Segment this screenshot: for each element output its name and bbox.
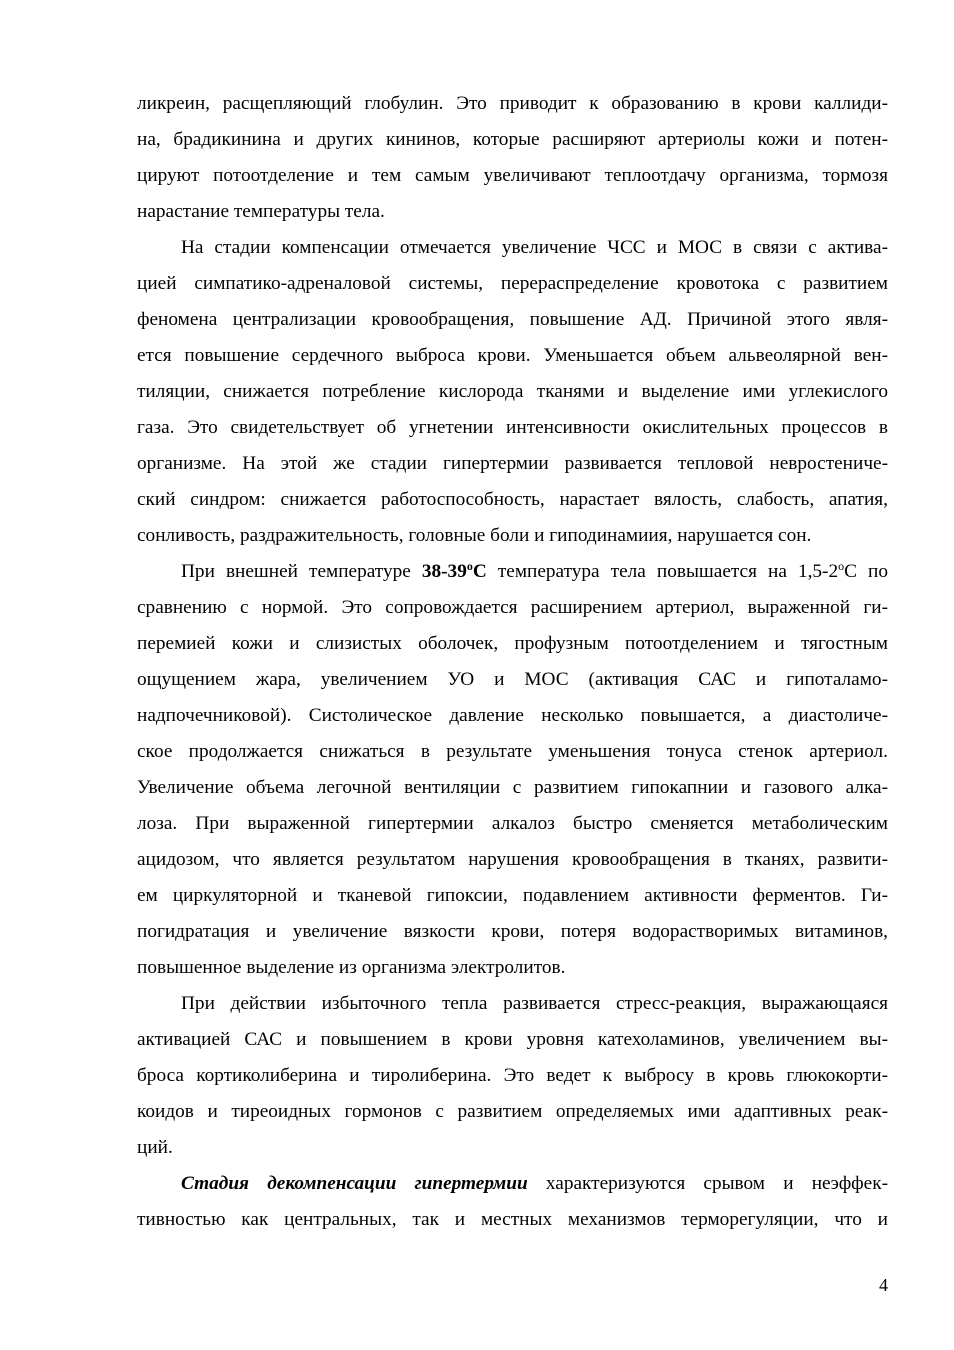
- bold-temperature: 38-39$^o$C: [421, 559, 487, 582]
- text-line: активацией САС и повышением в крови уровня катехоламинов, увеличением вы-: [137, 1029, 888, 1050]
- text-line: ций.: [137, 1137, 173, 1158]
- text-line: ем циркуляторной и тканевой гипоксии, подавлением активности ферментов. Ги-: [137, 885, 888, 906]
- text-line: сонливость, раздражительность, головные боли и гиподинамиия, нарушается сон.: [137, 525, 812, 546]
- degree-mark: o: [838, 559, 845, 573]
- text-line: газа. Это свидетельствует об угнетении интенсивности окислительных процессов в: [137, 417, 888, 438]
- emphasized-term: Стадия декомпенсации гипертермии: [181, 1173, 528, 1194]
- text-run: При внешней температуре: [181, 561, 422, 582]
- text-line: на, брадикинина и других кининов, которые расширяют артериолы кожи и потен-: [137, 129, 888, 150]
- text-line: перемией кожи и слизистых оболочек, профузным потоотделением и тягостным: [137, 633, 888, 654]
- text-line: ощущением жара, увеличением УО и МОС (активация САС и гипоталамо-: [137, 669, 888, 690]
- page-number: 4: [879, 1275, 888, 1295]
- text-line-decompensation: [137, 1166, 888, 1202]
- text-line: нарастание температуры тела.: [137, 201, 385, 222]
- text-line: броса кортиколиберина и тиролиберина. Это ведет к выбросу в кровь глюкокорти-: [137, 1065, 888, 1086]
- text-line: повышенное выделение из организма электролитов.: [137, 957, 566, 978]
- text-line: ское продолжается снижаться в результате уменьшения тонуса стенок артериол.: [137, 741, 888, 762]
- text-run: температура тела повышается на 1,5-2: [486, 561, 839, 582]
- text-line: ский синдром: снижается работоспособность, нарастает вялость, слабость, апатия,: [137, 489, 888, 510]
- text-line: На стадии компенсации отмечается увеличение ЧСС и МОС в связи с актива-: [181, 237, 888, 258]
- text-line: ацидозом, что является результатом нарушения кровообращения в тканях, развити-: [137, 849, 888, 870]
- text-line: погидратация и увеличение вязкости крови, потеря водорастворимых витаминов,: [137, 921, 888, 942]
- text-run: характеризуются срывом и неэффек-: [527, 1173, 888, 1194]
- document-body: [137, 86, 888, 1238]
- text-line: надпочечниковой). Систолическое давление несколько повышается, а диастоличе-: [137, 705, 888, 726]
- text-line-temperature: [137, 554, 888, 590]
- text-line: сравнению с нормой. Это сопровождается расширением артериол, выраженной ги-: [137, 597, 888, 618]
- text-line: тиляции, снижается потребление кислорода тканями и выделение ими углекислого: [137, 381, 888, 402]
- text-line: феномена централизации кровообращения, повышение АД. Причиной этого явля-: [137, 309, 888, 330]
- text-line: организме. На этой же стадии гипертермии развивается тепловой невростениче-: [137, 453, 888, 474]
- text-line: лоза. При выраженной гипертермии алкалоз быстро сменяется метаболическим: [137, 813, 888, 834]
- text-line: тивностью как центральных, так и местных механизмов терморегуляции, что и: [137, 1209, 888, 1230]
- text-line: коидов и тиреоидных гормонов с развитием определяемых ими адаптивных реак-: [137, 1101, 888, 1122]
- text-run: С по: [844, 561, 889, 582]
- text-line: ется повышение сердечного выброса крови. Уменьшается объем альвеолярной вен-: [137, 345, 888, 366]
- text-line: цируют потоотделение и тем самым увеличивают теплоотдачу организма, тормозя: [137, 165, 888, 186]
- text-line: При действии избыточного тепла развивается стресс-реакция, выражающаяся: [181, 993, 888, 1014]
- text-line: Увеличение объема легочной вентиляции с развитием гипокапнии и газового алка-: [137, 777, 888, 798]
- text-line: цией симпатико-адреналовой системы, перераспределение кровотока с развитием: [137, 273, 888, 294]
- text-line: ликреин, расщепляющий глобулин. Это приводит к образованию в крови каллиди-: [137, 93, 888, 114]
